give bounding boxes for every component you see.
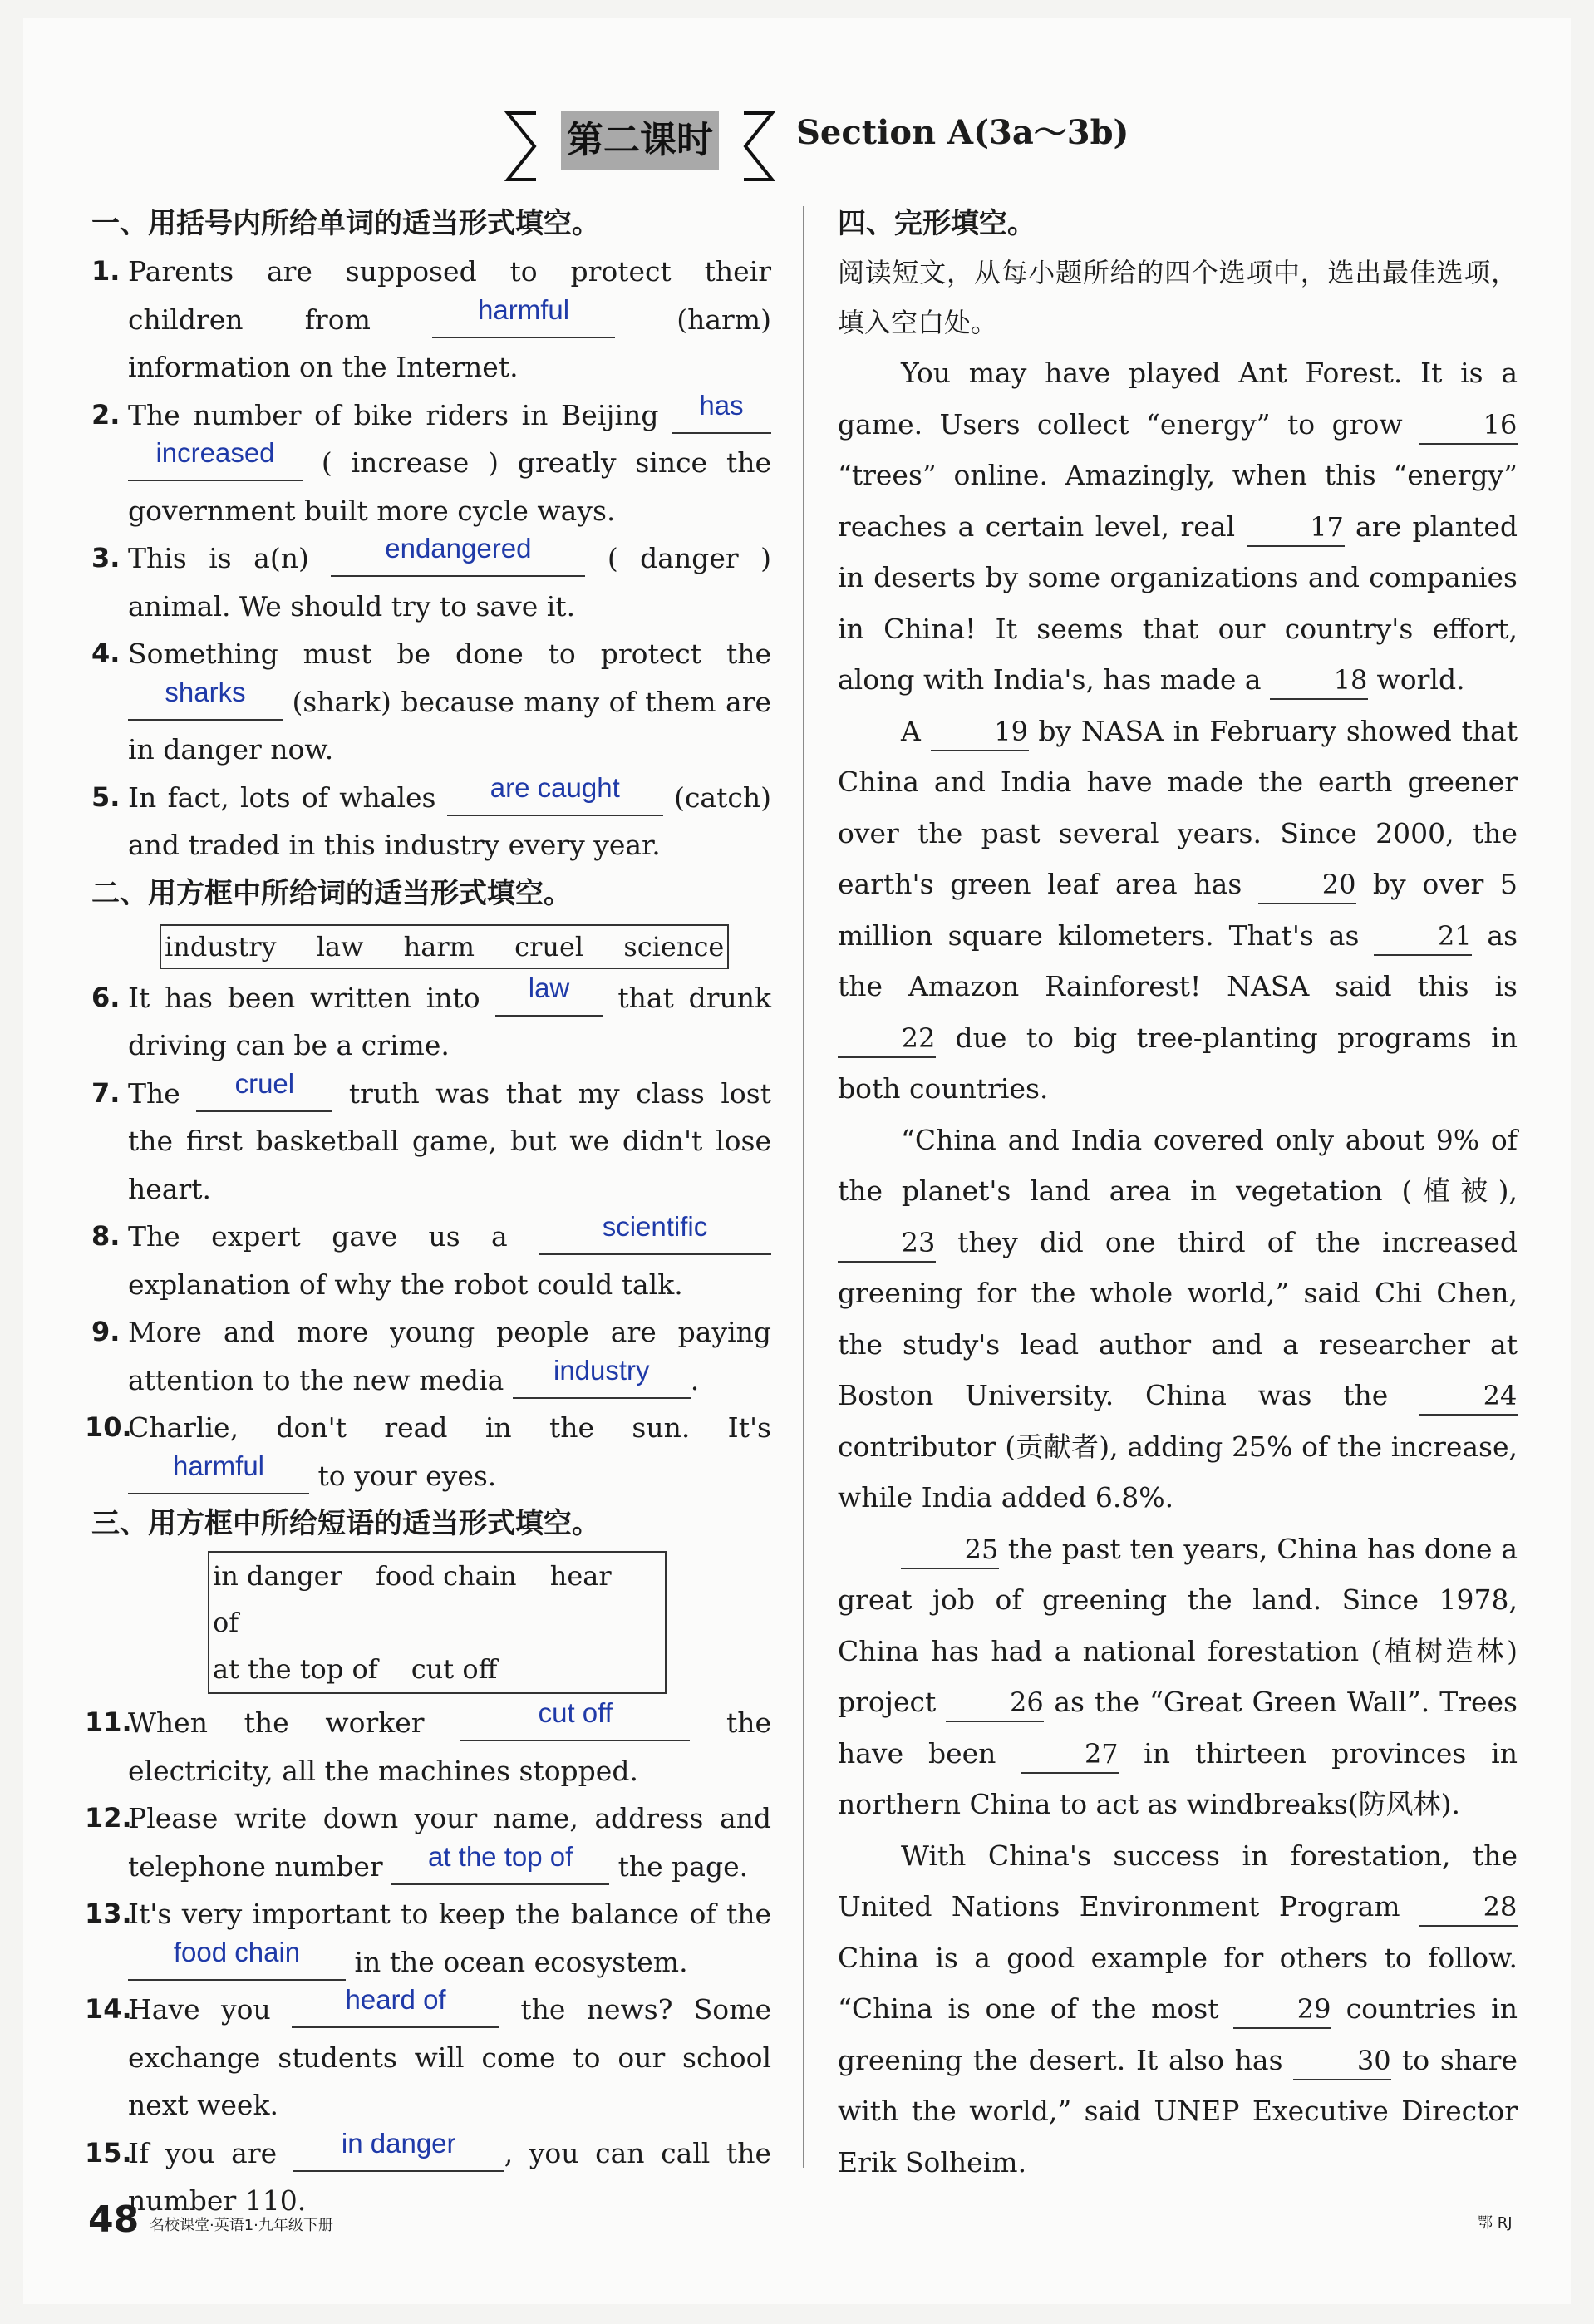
question-10: 10. Charlie, don't read in the sun. It's harmful to your eyes. xyxy=(91,1404,771,1499)
question-12: 12. Please write down your name, address and telephone number at the top of the page. xyxy=(91,1795,771,1890)
cloze-blank-24[interactable]: 24 xyxy=(1419,1377,1518,1416)
answer-blank[interactable]: endangered xyxy=(331,542,585,577)
cloze-blank-30[interactable]: 30 xyxy=(1293,2042,1391,2080)
cloze-blank-27[interactable]: 27 xyxy=(1021,1736,1119,1774)
part4-title: 四、完形填空。 xyxy=(838,207,1036,240)
cloze-paragraph-1: You may have played Ant Forest. It is a game. Users collect “energy” to grow 16 “trees” online. Amazingly, when this “energy” reaches a certain level, real 17 are planted in deserts by some organizations and companies in China! It seems that our country's effort, along with India's, has made a 18 world. xyxy=(838,347,1518,706)
question-2: 2. The number of bike riders in Beijing has increased ( increase ) greatly since the government built more cycle ways. xyxy=(91,389,771,527)
question-13: 13. It's very important to keep the balance of the food chain in the ocean ecosystem. xyxy=(91,1890,771,1986)
cloze-paragraph-3: “China and India covered only about 9% of the planet's land area in vegetation (植被), 23 they did one third of the increased greening for the whole world,” said Chi Chen, the study's lead author and a researcher at Boston University. China was the 24 contributor (贡献者), adding 25% of the increase, while India added 6.8%. xyxy=(838,1123,1518,1514)
question-8: 8. The expert gave us a scientific explanation of why the robot could talk. xyxy=(91,1213,771,1308)
word-box: industry law harm cruel science xyxy=(160,924,729,969)
part1-title: 一、用括号内所给单词的适当形式填空。 xyxy=(91,207,600,240)
answer-blank[interactable]: scientific xyxy=(539,1220,771,1255)
question-14: 14. Have you heard of the news? Some exchange students will come to our school next week. xyxy=(85,1984,772,2121)
answer-blank[interactable]: increased xyxy=(128,446,303,481)
left-column xyxy=(85,199,772,2225)
answer-blank[interactable]: in danger xyxy=(293,2137,504,2172)
answer-blank[interactable]: are caught xyxy=(447,781,663,816)
question-3: 3. This is a(n) endangered ( danger ) animal. We should try to save it. xyxy=(91,533,771,623)
answer-blank[interactable]: harmful xyxy=(128,1460,309,1494)
lesson-title: 第二课时 xyxy=(561,111,719,170)
lesson-banner xyxy=(503,106,777,183)
question-7: 7. The cruel truth was that my class lost the first basketball game, but we didn't lose heart. xyxy=(91,1067,771,1205)
question-11: 11. When the worker cut off the electricity, all the machines stopped. xyxy=(85,1697,771,1787)
cloze-blank-21[interactable]: 21 xyxy=(1374,918,1472,956)
cloze-instruction: 阅读短文，从每小题所给的四个选项中，选出最佳选项，填入空白处。 xyxy=(838,257,1518,338)
answer-blank[interactable]: food chain xyxy=(128,1946,346,1981)
answer-blank[interactable]: cruel xyxy=(196,1077,332,1112)
answer-blank[interactable]: at the top of xyxy=(391,1850,609,1885)
question-1: 1. Parents are supposed to protect their children from harmful (harm) information on the Internet. xyxy=(91,255,771,383)
book-title: 名校课堂·英语1·九年级下册 xyxy=(150,2217,333,2234)
answer-blank[interactable]: cut off xyxy=(460,1706,690,1741)
cloze-paragraph-2: A 19 by NASA in February showed that China and India have made the earth greener over the past several years. Since 2000, the earth's green leaf area has 20 by over 5 million square kilometers. That's as 21 as the Amazon Rainforest! NASA said this is 22 due to big tree-planting programs in both countries. xyxy=(838,714,1518,1105)
edition-tag: 鄂 RJ xyxy=(1478,2214,1513,2232)
cloze-blank-16[interactable]: 16 xyxy=(1419,406,1518,445)
answer-blank[interactable]: has xyxy=(672,399,771,434)
right-column xyxy=(838,199,1518,2188)
question-9: 9. More and more young people are paying attention to the new media industry . xyxy=(91,1308,771,1404)
answer-blank[interactable]: law xyxy=(495,982,603,1017)
page-number: 48 xyxy=(88,2198,140,2241)
cloze-blank-25[interactable]: 25 xyxy=(901,1531,999,1569)
cloze-blank-29[interactable]: 29 xyxy=(1233,1991,1331,2029)
part3-title: 三、用方框中所给短语的适当形式填空。 xyxy=(91,1507,600,1540)
cloze-paragraph-5: With China's success in forestation, the United Nations Environment Program 28 China is a good example for others to follow. “China is one of the most 29 countries in greening the desert. It also has 30 to share with the world,” said UNEP Executive Director Erik Solheim. xyxy=(838,1839,1518,2179)
answer-blank[interactable]: harmful xyxy=(432,303,615,338)
cloze-blank-19[interactable]: 19 xyxy=(931,713,1029,751)
cloze-paragraph-4: 25 the past ten years, China has done a great job of greening the land. Since 1978, China has had a national forestation (植树造林) project 26 as the “Great Green Wall”. Trees have been 27 in thirteen provinces in northern China to act as windbreaks(防风林). xyxy=(838,1532,1518,1820)
answer-blank[interactable]: industry xyxy=(513,1364,691,1399)
column-divider xyxy=(803,206,804,2168)
phrase-box: in danger food chain hear of at the top of cut off xyxy=(208,1551,667,1694)
question-15: 15. If you are in danger , you can call the number 110. xyxy=(85,2127,771,2217)
question-4: 4. Something must be done to protect the sharks (shark) because many of them are in danger now. xyxy=(91,638,771,766)
cloze-blank-17[interactable]: 17 xyxy=(1247,509,1345,547)
cloze-blank-20[interactable]: 20 xyxy=(1258,866,1356,904)
cloze-blank-23[interactable]: 23 xyxy=(838,1224,936,1263)
cloze-blank-26[interactable]: 26 xyxy=(946,1684,1044,1722)
question-5: 5. In fact, lots of whales are caught (catch) and traded in this industry every year. xyxy=(91,771,771,861)
answer-blank[interactable]: sharks xyxy=(128,686,283,721)
section-title: Section A(3a～3b) xyxy=(796,113,1129,152)
answer-blank[interactable]: heard of xyxy=(292,1993,499,2028)
part2-title: 二、用方框中所给词的适当形式填空。 xyxy=(91,876,572,910)
cloze-blank-18[interactable]: 18 xyxy=(1270,662,1368,700)
cloze-blank-22[interactable]: 22 xyxy=(838,1020,936,1058)
cloze-blank-28[interactable]: 28 xyxy=(1419,1888,1518,1927)
question-6: 6. It has been written into law that drunk driving can be a crime. xyxy=(91,972,772,1061)
